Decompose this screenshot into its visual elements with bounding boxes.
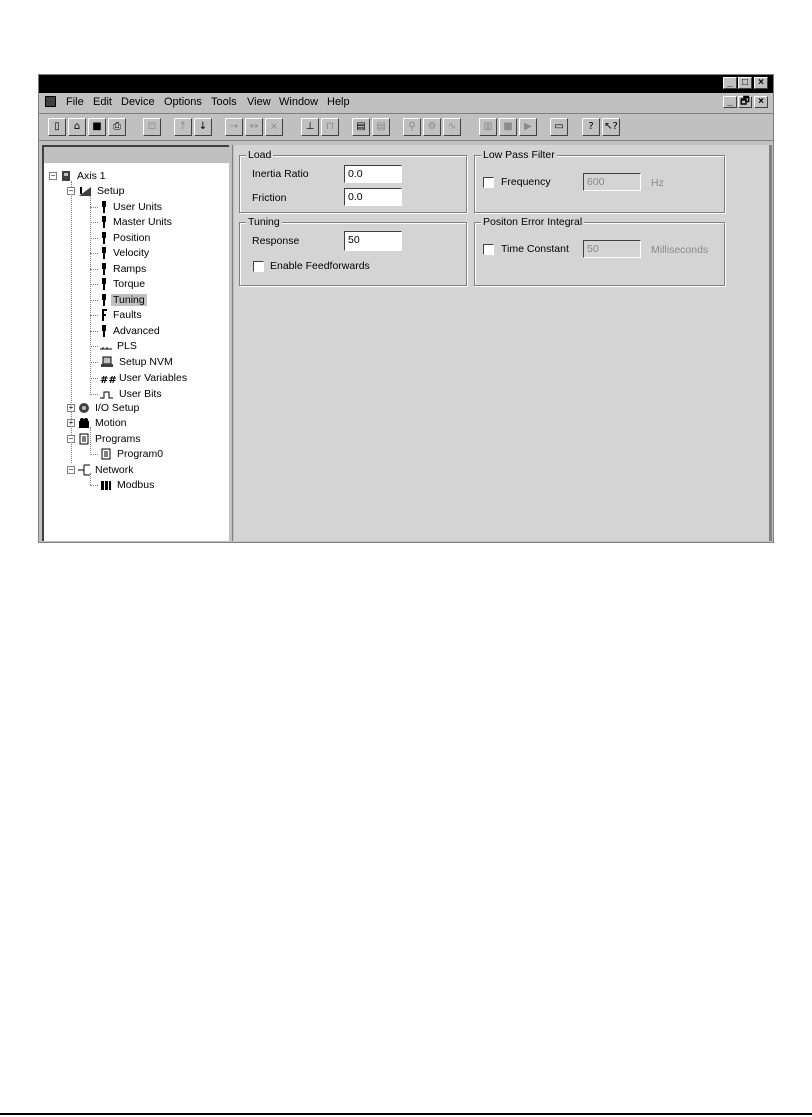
friction-label: Friction: [252, 192, 287, 204]
tuning-panel: [234, 145, 770, 541]
low-pass-filter-title: Low Pass Filter: [483, 149, 555, 161]
collapse-programs-icon[interactable]: −: [68, 434, 74, 443]
menu-view[interactable]: View: [247, 96, 271, 108]
run-icon[interactable]: ▥: [479, 118, 497, 136]
svg-text:##: ##: [100, 375, 117, 387]
minimize-button[interactable]: _: [723, 77, 737, 89]
setup-icon: [78, 185, 92, 197]
friction-input[interactable]: 0.0: [344, 188, 402, 206]
response-input[interactable]: 50: [344, 231, 402, 251]
program-icon: [100, 448, 112, 460]
time-constant-unit: Milliseconds: [651, 244, 709, 256]
tree-item-master-units[interactable]: Master Units: [100, 215, 174, 229]
tree-item-ramps[interactable]: Ramps: [100, 262, 148, 276]
scope-icon[interactable]: ∿: [443, 118, 461, 136]
param-icon: [100, 232, 108, 244]
fault-icon: [100, 309, 108, 321]
tree-item-network[interactable]: Network: [78, 463, 136, 477]
menu-device[interactable]: Device: [121, 96, 155, 108]
param-icon: [100, 325, 108, 337]
connect-icon[interactable]: →: [225, 118, 243, 136]
tree-line: [90, 331, 98, 332]
halt-icon[interactable]: ■: [499, 118, 517, 136]
time-constant-checkbox[interactable]: [483, 244, 494, 255]
time-constant-input[interactable]: 50: [583, 240, 641, 258]
panel-splitter[interactable]: [229, 145, 233, 541]
collapse-axis-icon[interactable]: −: [50, 171, 56, 180]
menu-window[interactable]: Window: [279, 96, 319, 108]
tree-item-velocity[interactable]: Velocity: [100, 246, 151, 260]
motion-icon: [78, 417, 90, 429]
tree-item-faults[interactable]: Faults: [100, 308, 144, 322]
position-error-integral-group: [474, 216, 725, 286]
network-icon: [78, 464, 90, 476]
tree-line: [90, 269, 98, 270]
help-icon[interactable]: ?: [582, 118, 600, 136]
new-file-icon[interactable]: ▯: [48, 118, 66, 136]
project-tree[interactable]: [42, 145, 229, 541]
settings-icon[interactable]: ⚙: [423, 118, 441, 136]
menu-help[interactable]: Help: [327, 96, 350, 108]
download-icon[interactable]: ↓: [194, 118, 212, 136]
load-group-title: Load: [248, 149, 272, 161]
tuning-group-title: Tuning: [248, 216, 280, 228]
programs-icon: [78, 433, 90, 445]
tree-item-programs[interactable]: Programs: [78, 432, 143, 446]
param-icon: [100, 294, 108, 306]
tree-item-axis-1[interactable]: Axis 1: [60, 169, 108, 183]
frequency-input[interactable]: 600: [583, 173, 641, 191]
toolbar: [39, 113, 773, 141]
pls-icon: [100, 340, 112, 352]
tree-item-advanced[interactable]: Advanced: [100, 324, 162, 338]
variables-icon: [100, 372, 117, 387]
expand-io-setup-icon[interactable]: +: [68, 403, 74, 412]
step-icon[interactable]: ▶: [519, 118, 537, 136]
time-constant-label: Time Constant: [501, 243, 569, 255]
inertia-ratio-label: Inertia Ratio: [252, 168, 309, 180]
enable-drive-icon[interactable]: ⊥: [301, 118, 319, 136]
collapse-setup-icon[interactable]: −: [68, 186, 74, 195]
tree-line: [90, 238, 98, 239]
io-icon: [78, 402, 90, 414]
copy-icon[interactable]: ▤: [352, 118, 370, 136]
window-icon[interactable]: ▭: [550, 118, 568, 136]
tree-item-io-setup[interactable]: I/O Setup: [78, 401, 141, 415]
tree-line: [90, 315, 98, 316]
stop-icon[interactable]: ×: [265, 118, 283, 136]
tree-item-setup-nvm[interactable]: Setup NVM: [100, 355, 175, 369]
bits-icon: [100, 388, 114, 400]
paste-icon[interactable]: ▤: [372, 118, 390, 136]
tree-line: [90, 222, 98, 223]
response-label: Response: [252, 235, 300, 247]
menu-options[interactable]: Options: [164, 96, 202, 108]
frequency-unit: Hz: [651, 177, 664, 189]
mdi-minimize-button[interactable]: _: [723, 96, 737, 108]
tree-line: [90, 394, 98, 395]
collapse-network-icon[interactable]: −: [68, 465, 74, 474]
tree-line: [90, 253, 98, 254]
tree-item-user-units[interactable]: User Units: [100, 200, 164, 214]
param-icon: [100, 263, 108, 275]
disconnect-icon[interactable]: ↔: [245, 118, 263, 136]
menu-tools[interactable]: Tools: [211, 96, 237, 108]
search-icon[interactable]: ⚲: [403, 118, 421, 136]
upload-icon[interactable]: ↑: [174, 118, 192, 136]
mdi-close-button[interactable]: ×: [754, 96, 768, 108]
tree-item-position[interactable]: Position: [100, 231, 152, 245]
tree-line: [90, 362, 98, 363]
tree-line: [90, 284, 98, 285]
param-icon: [100, 216, 108, 228]
tree-item-pls[interactable]: PLS: [100, 339, 139, 353]
app-document-icon[interactable]: [45, 96, 56, 107]
inertia-ratio-input[interactable]: 0.0: [344, 165, 402, 183]
tree-item-tuning[interactable]: Tuning: [100, 293, 147, 307]
tree-item-user-variables[interactable]: ## User Variables: [100, 372, 188, 387]
disable-drive-icon[interactable]: ⊓: [321, 118, 339, 136]
menu-edit[interactable]: Edit: [93, 96, 112, 108]
param-icon: [100, 201, 108, 213]
load-group: [239, 149, 467, 213]
title-bar: [39, 75, 773, 93]
tree-item-modbus[interactable]: Modbus: [100, 478, 156, 492]
page-bottom-rule: [0, 1113, 812, 1115]
close-button[interactable]: ×: [754, 77, 768, 89]
tree-item-user-bits[interactable]: User Bits: [100, 387, 164, 401]
tuning-group: [239, 216, 467, 286]
tree-line: [90, 207, 98, 208]
tree-header: [44, 147, 231, 163]
position-error-integral-title: Positon Error Integral: [483, 216, 583, 228]
tree-line: [90, 346, 98, 347]
tree-item-setup[interactable]: Setup: [78, 184, 126, 198]
context-help-icon[interactable]: ↖?: [602, 118, 620, 136]
tree-item-program0[interactable]: Program0: [100, 447, 165, 461]
nvm-icon: [100, 356, 114, 368]
frequency-label: Frequency: [501, 176, 551, 188]
open-folder-icon[interactable]: ⌂: [68, 118, 86, 136]
properties-icon[interactable]: ⊡: [143, 118, 161, 136]
enable-feedforwards-checkbox[interactable]: [253, 261, 264, 272]
low-pass-filter-group: [474, 149, 725, 213]
expand-motion-icon[interactable]: +: [68, 418, 74, 427]
tree-item-torque[interactable]: Torque: [100, 277, 147, 291]
menu-bar: [39, 93, 773, 111]
maximize-button[interactable]: □: [738, 77, 752, 89]
frequency-checkbox[interactable]: [483, 177, 494, 188]
mdi-restore-button[interactable]: 🗗: [738, 96, 752, 108]
drive-icon: [60, 170, 72, 182]
tree-line: [90, 195, 91, 395]
save-icon[interactable]: ■: [88, 118, 106, 136]
tree-line: [90, 300, 98, 301]
modbus-icon: [100, 479, 112, 491]
tree-item-motion[interactable]: Motion: [78, 416, 129, 430]
application-window: [38, 74, 774, 543]
menu-file[interactable]: File: [66, 96, 84, 108]
enable-feedforwards-label: Enable Feedforwards: [270, 260, 370, 272]
print-icon[interactable]: ⎙: [108, 118, 126, 136]
tree-line: [90, 454, 98, 455]
tree-line: [90, 378, 98, 379]
param-icon: [100, 278, 108, 290]
tree-line: [90, 485, 98, 486]
right-border: [769, 145, 772, 541]
param-icon: [100, 247, 108, 259]
